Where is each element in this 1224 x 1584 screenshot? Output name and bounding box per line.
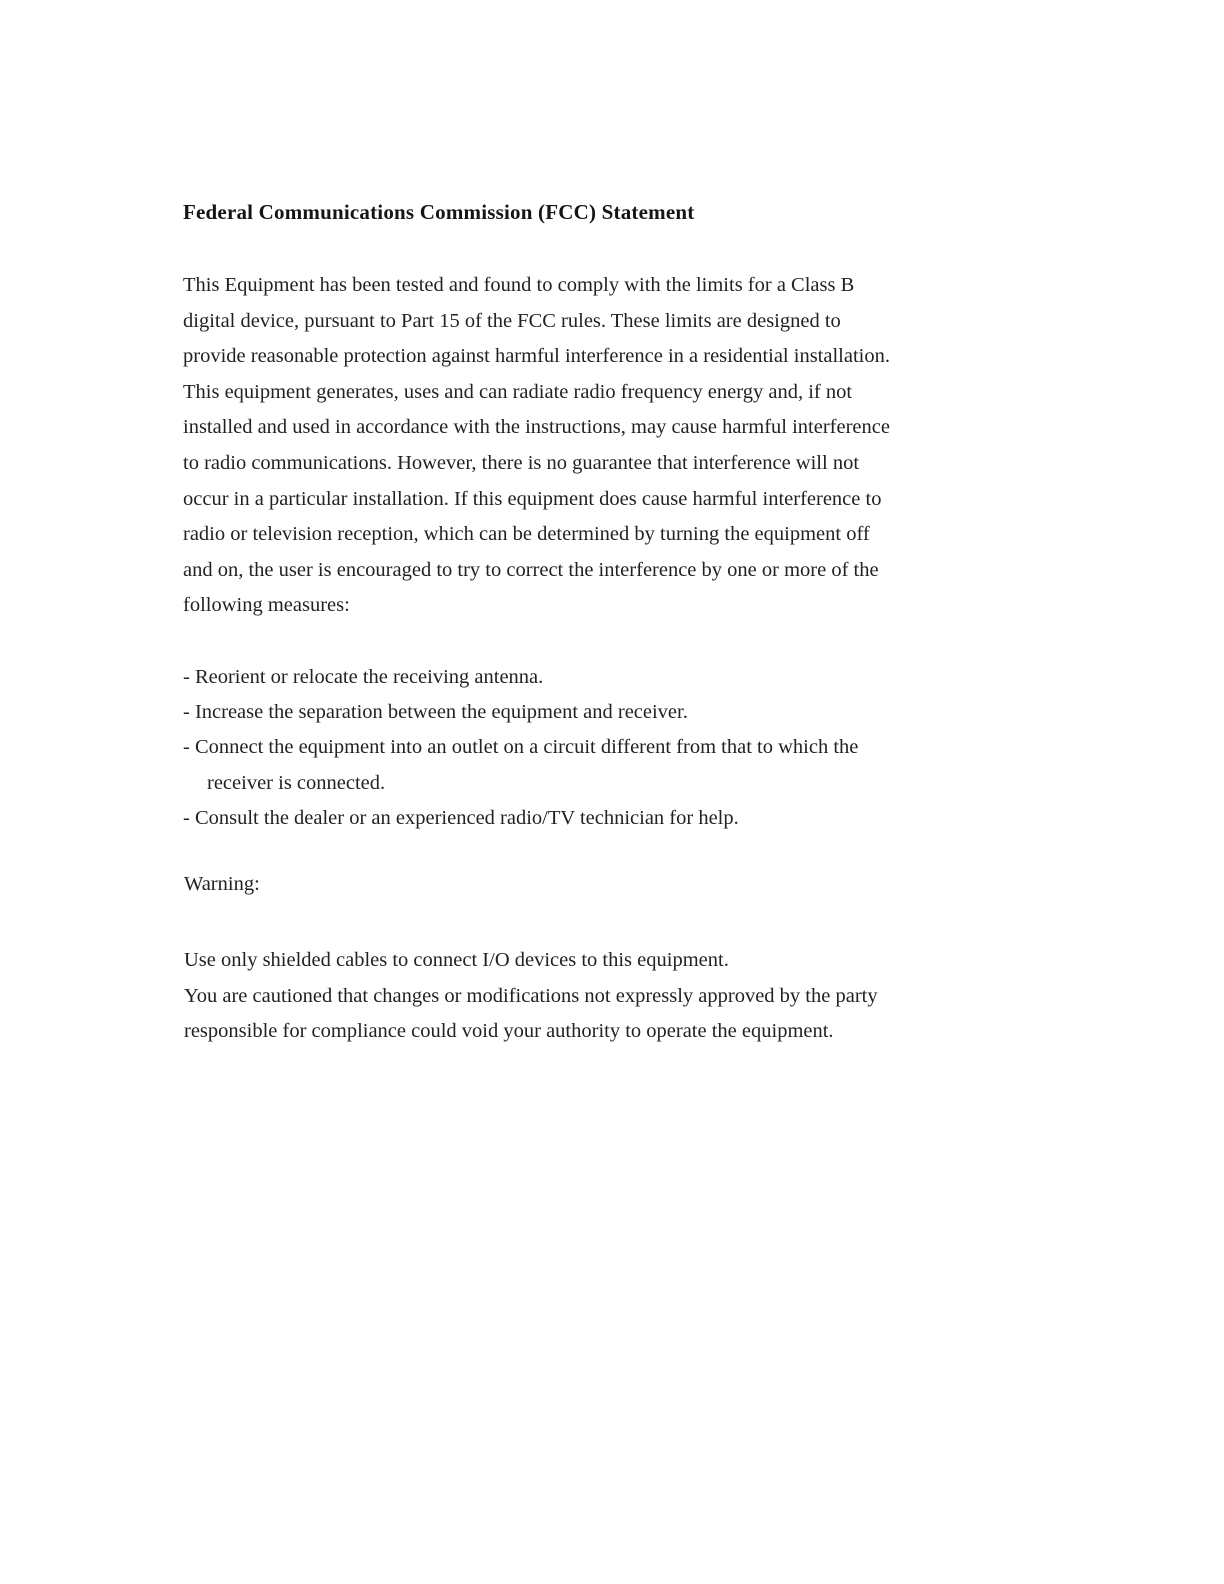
warning-line: Use only shielded cables to connect I/O devices to this equipment. [184,949,729,971]
page-title: Federal Communications Commission (FCC) Statement [183,200,695,224]
body-line: to radio communications. However, there is no guarantee that interference will not [183,451,860,474]
body-line: radio or television reception, which can be determined by turning the equipment off [183,523,870,546]
measures-list [183,660,1013,836]
body-line: This Equipment has been tested and found to comply with the limits for a Class B [183,274,855,296]
body-line: installed and used in accordance with the instructions, may cause harmful interference [183,416,890,439]
warning-heading: Warning: [184,873,260,895]
body-line: and on, the user is encouraged to try to correct the interference by one or more of the [183,558,879,581]
body-line: occur in a particular installation. If this equipment does cause harmful interference to [183,487,882,510]
list-item: - Consult the dealer or an experienced radio/TV technician for help. [183,806,739,829]
warning-line: You are cautioned that changes or modifications not expressly approved by the party [184,984,878,1007]
body-line: digital device, pursuant to Part 15 of the FCC rules. These limits are designed to [183,309,841,332]
list-item: - Reorient or relocate the receiving antenna. [183,666,544,688]
fcc-body-paragraph [183,268,1013,624]
list-item: - Connect the equipment into an outlet on a circuit different from that to which the [183,736,859,759]
body-line: provide reasonable protection against harmful interference in a residential installation. [183,345,890,368]
body-line: This equipment generates, uses and can radiate radio frequency energy and, if not [183,380,853,403]
warning-paragraph [184,943,1014,1050]
body-line: following measures: [183,594,350,617]
list-item: - Increase the separation between the equipment and receiver. [183,701,688,724]
warning-line: responsible for compliance could void your authority to operate the equipment. [184,1020,834,1043]
list-item-continuation: receiver is connected. [207,771,386,794]
